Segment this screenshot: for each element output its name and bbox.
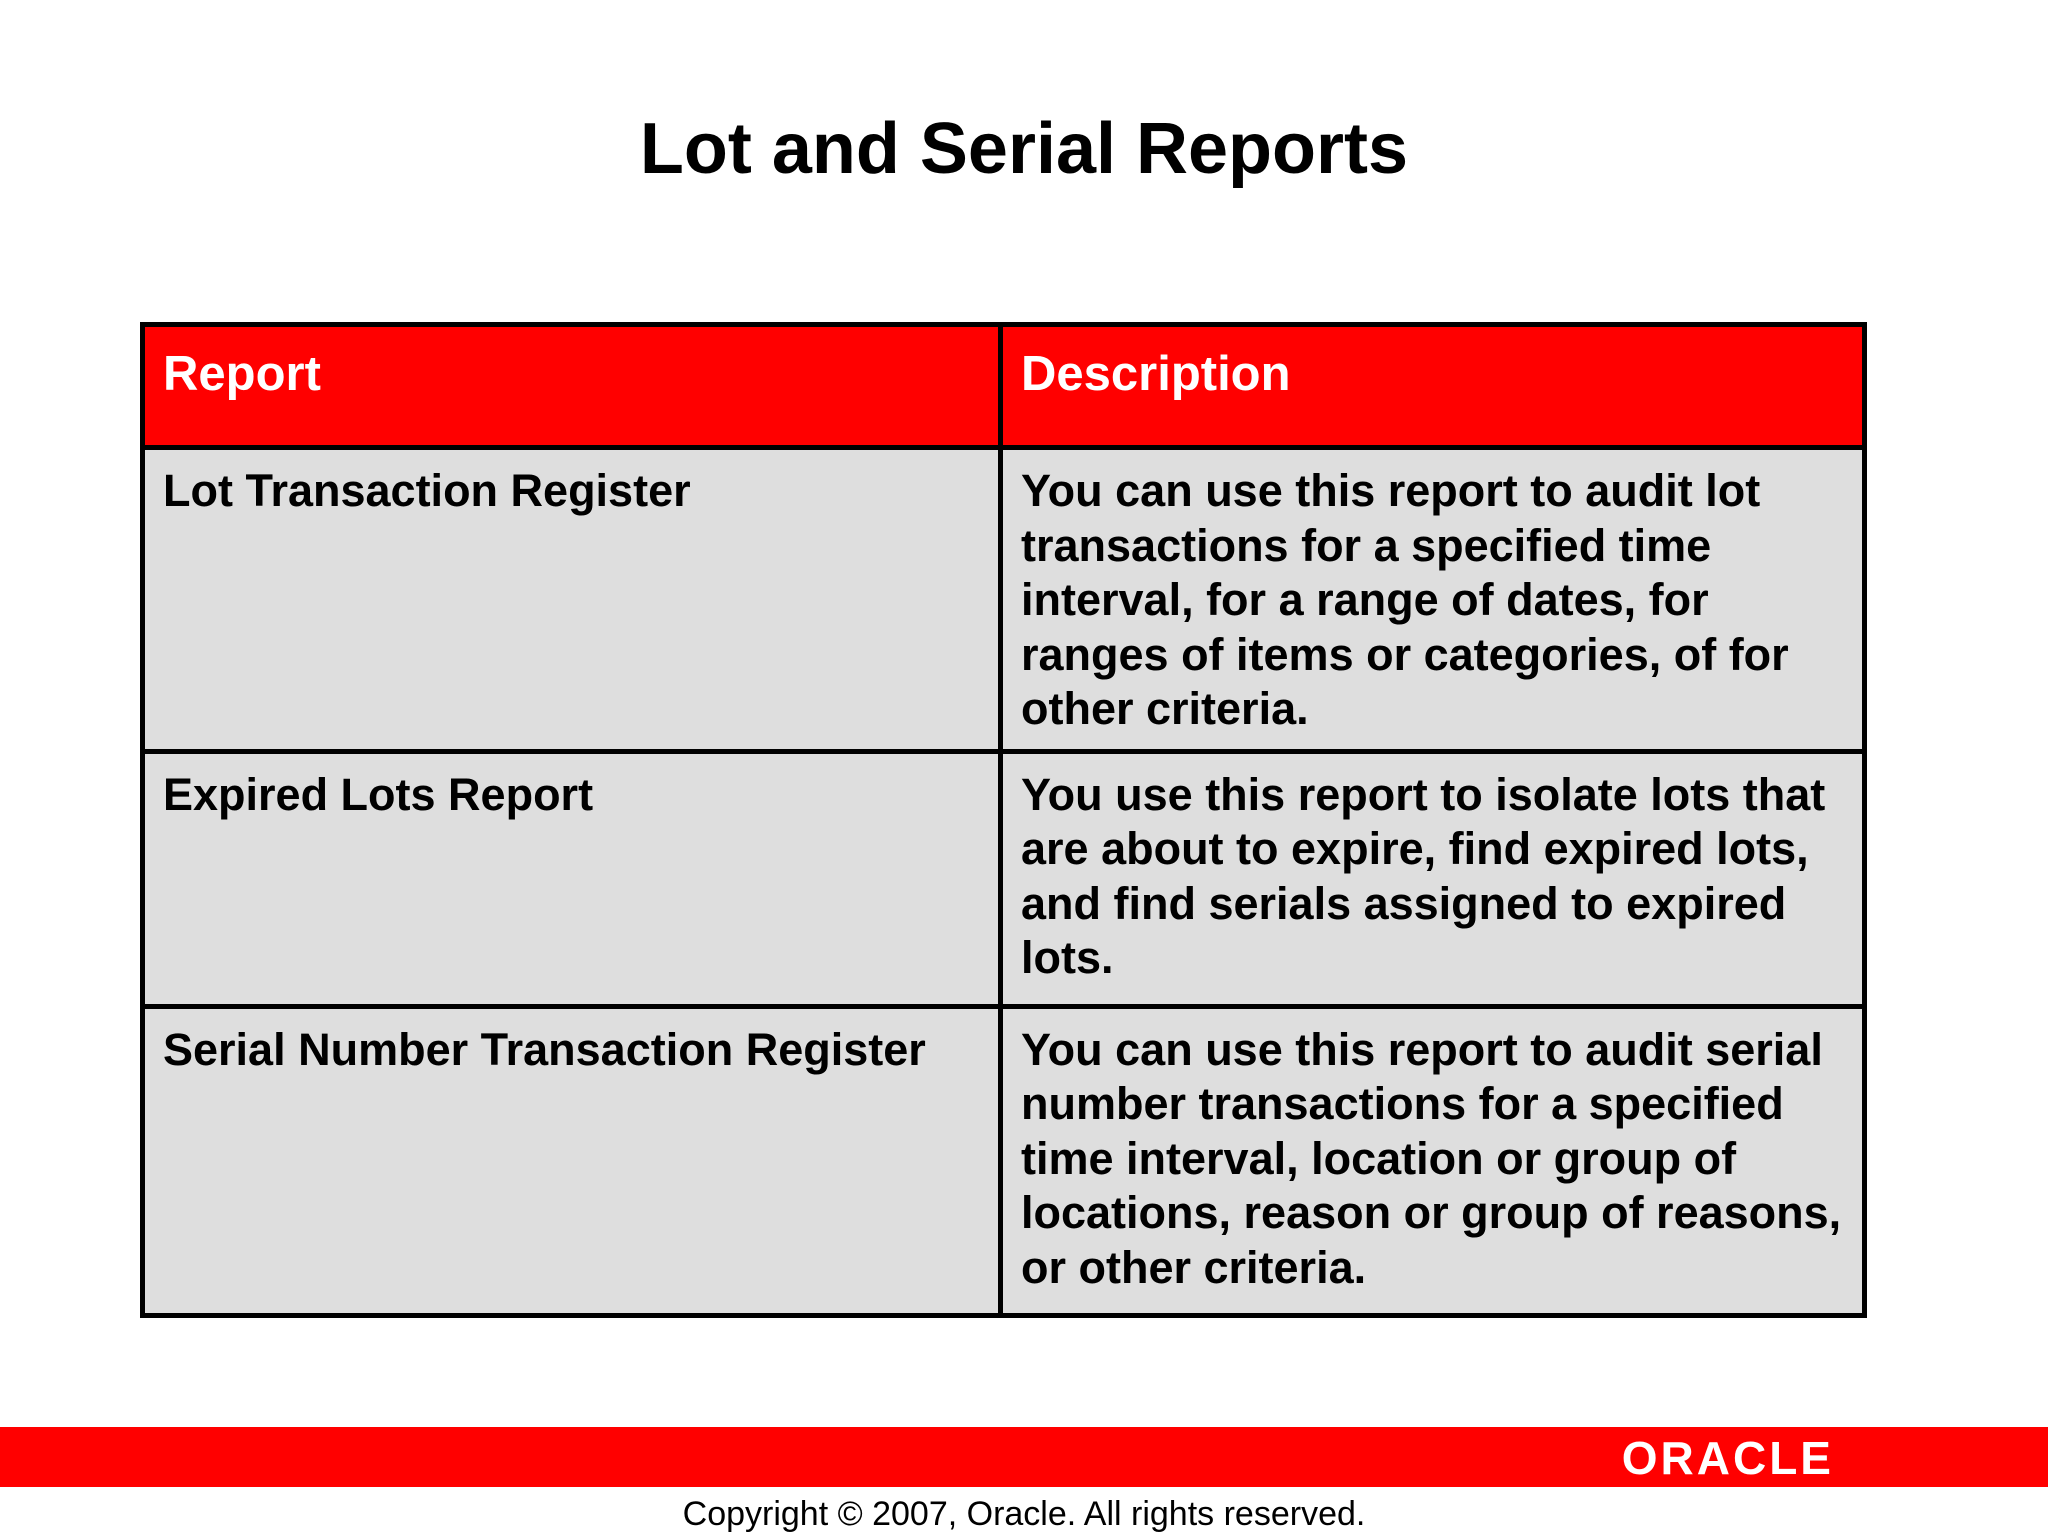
column-header-description: Description xyxy=(1001,325,1865,448)
reports-table xyxy=(140,322,1867,1318)
table-row xyxy=(143,1006,1865,1315)
column-header-report: Report xyxy=(143,325,1001,448)
report-description-cell: You use this report to isolate lots that are about to expire, find expired lots, and find serials assigned to expired lots. xyxy=(1001,751,1865,1006)
report-name-cell: Expired Lots Report xyxy=(143,751,1001,1006)
table-row xyxy=(143,448,1865,752)
table-header-row xyxy=(143,325,1865,448)
page-title: Lot and Serial Reports xyxy=(639,109,1409,189)
report-description-cell: You can use this report to audit serial number transactions for a specified time interval, location or group of locations, reason or group of reasons, or other criteria. xyxy=(1001,1006,1865,1315)
copyright-notice: Copyright © 2007, Oracle. All rights reserved. xyxy=(682,1495,1366,1533)
table-row xyxy=(143,751,1865,1006)
footer-bar xyxy=(0,1427,2048,1487)
oracle-logo: ORACLE xyxy=(1621,1432,1834,1484)
report-description-cell: You can use this report to audit lot transactions for a specified time interval, for a range of dates, for ranges of items or categories, of for other criteria. xyxy=(1001,448,1865,752)
report-name-cell: Lot Transaction Register xyxy=(143,448,1001,752)
report-name-cell: Serial Number Transaction Register xyxy=(143,1006,1001,1315)
